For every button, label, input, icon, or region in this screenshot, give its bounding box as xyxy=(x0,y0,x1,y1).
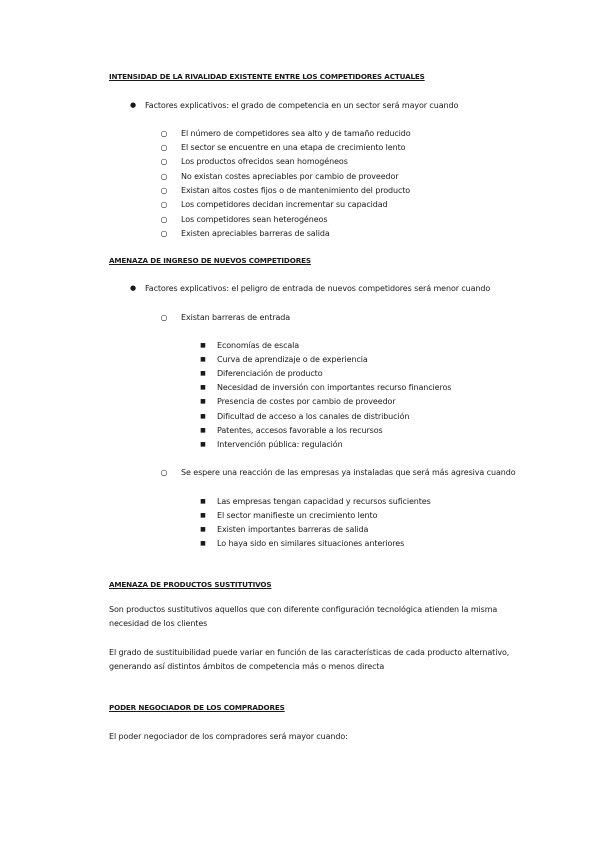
list-item: Las empresas tengan capacidad y recursos suficientes xyxy=(217,497,431,506)
list-item: No existan costes apreciables por cambio de proveedor xyxy=(181,172,399,181)
square-bullet: ■ xyxy=(200,370,206,377)
list-item: El número de competidores sea alto y de tamaño reducido xyxy=(181,129,411,138)
circle-bullet: ○ xyxy=(160,157,168,166)
list-item: Curva de aprendizaje o de experiencia xyxy=(217,355,368,364)
rivalry-factor: Factores explicativos: el grado de competencia en un sector será mayor cuando xyxy=(145,101,459,110)
substitutes-paragraph-1: Son productos sustitutivos aquellos que con diferente configuración tecnológica atienden la misma necesidad de los clientes xyxy=(109,605,498,628)
buyers-intro: El poder negociador de los compradores será mayor cuando: xyxy=(109,732,348,741)
list-item: Necesidad de inversión con importantes recurso financieros xyxy=(217,383,452,392)
list-item: Intervención pública: regulación xyxy=(217,440,343,449)
new-entrants-factor: Factores explicativos: el peligro de entrada de nuevos competidores será menor cuando xyxy=(145,284,491,293)
disc-bullet: ● xyxy=(129,101,137,109)
list-item: Existen importantes barreras de salida xyxy=(217,525,369,534)
list-item: Lo haya sido en similares situaciones anteriores xyxy=(217,539,405,548)
square-bullet: ■ xyxy=(200,427,206,434)
square-bullet: ■ xyxy=(200,398,206,405)
list-item: Existan altos costes fijos o de mantenimiento del producto xyxy=(181,186,411,195)
list-item: Los productos ofrecidos sean homogéneos xyxy=(181,157,348,166)
square-bullet: ■ xyxy=(200,413,206,420)
circle-bullet: ○ xyxy=(160,229,168,238)
disc-bullet: ● xyxy=(129,284,137,292)
list-item: Existen apreciables barreras de salida xyxy=(181,229,330,238)
circle-bullet: ○ xyxy=(160,129,168,138)
square-bullet: ■ xyxy=(200,441,206,448)
circle-bullet: ○ xyxy=(160,200,168,209)
square-bullet: ■ xyxy=(200,498,206,505)
circle-bullet: ○ xyxy=(160,215,168,224)
sub-heading-barriers: Existan barreras de entrada xyxy=(181,313,291,322)
list-item: Los competidores decidan incrementar su capacidad xyxy=(181,200,388,209)
substitutes-paragraph-2: El grado de sustituibilidad puede variar en función de las características de cada producto alternativo, generando así distintos ámbitos de competencia más o menos directa xyxy=(109,648,510,671)
section-heading-substitutes: AMENAZA DE PRODUCTOS SUSTITUTIVOS xyxy=(109,580,272,589)
list-item: El sector manifieste un crecimiento lento xyxy=(217,511,378,520)
sub-heading-reaction: Se espere una reacción de las empresas ya instaladas que será más agresiva cuando xyxy=(181,468,516,477)
section-heading-new-entrants: AMENAZA DE INGRESO DE NUEVOS COMPETIDORES xyxy=(109,256,311,265)
list-item: Presencia de costes por cambio de proveedor xyxy=(217,397,396,406)
circle-bullet: ○ xyxy=(160,143,168,152)
list-item: Diferenciación de producto xyxy=(217,369,323,378)
list-item: Patentes, accesos favorable a los recursos xyxy=(217,426,383,435)
square-bullet: ■ xyxy=(200,384,206,391)
square-bullet: ■ xyxy=(200,342,206,349)
circle-bullet: ○ xyxy=(160,186,168,195)
square-bullet: ■ xyxy=(200,540,206,547)
list-item: Economías de escala xyxy=(217,341,300,350)
section-heading-rivalry: INTENSIDAD DE LA RIVALIDAD EXISTENTE ENTRE LOS COMPETIDORES ACTUALES xyxy=(109,72,425,81)
circle-bullet: ○ xyxy=(160,313,168,322)
circle-bullet: ○ xyxy=(160,172,168,181)
list-item: Dificultad de acceso a los canales de distribución xyxy=(217,412,410,421)
square-bullet: ■ xyxy=(200,512,206,519)
section-heading-buyers: PODER NEGOCIADOR DE LOS COMPRADORES xyxy=(109,703,285,712)
square-bullet: ■ xyxy=(200,526,206,533)
square-bullet: ■ xyxy=(200,356,206,363)
list-item: Los competidores sean heterogéneos xyxy=(181,215,328,224)
circle-bullet: ○ xyxy=(160,468,168,477)
list-item: El sector se encuentre en una etapa de crecimiento lento xyxy=(181,143,406,152)
